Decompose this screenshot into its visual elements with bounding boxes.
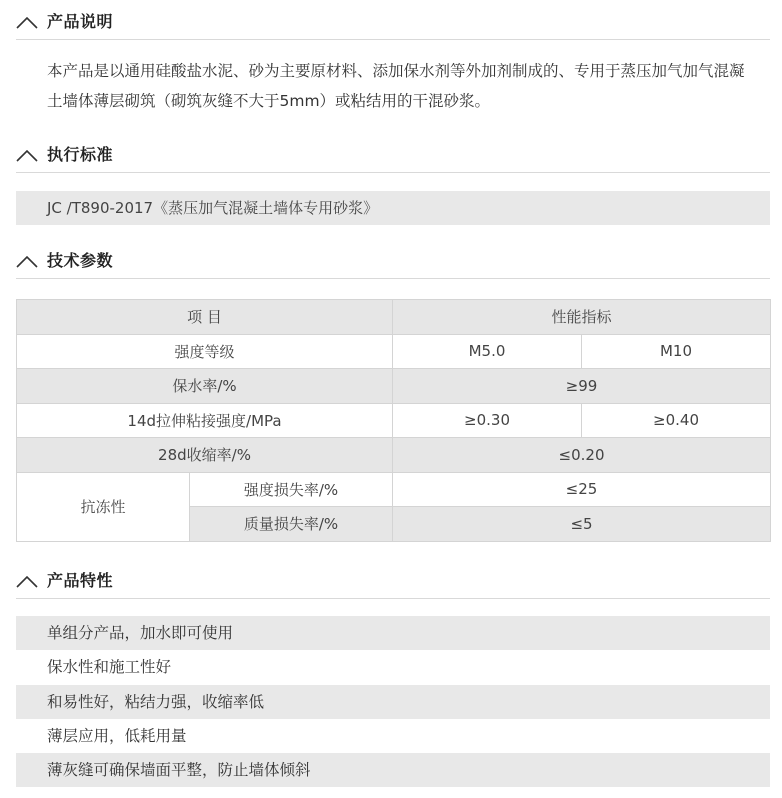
cell-mass-loss: ≤5 bbox=[393, 507, 771, 542]
section-title: 执行标准 bbox=[47, 145, 114, 164]
table-row bbox=[17, 403, 771, 438]
row-label-frost: 抗冻性 bbox=[17, 472, 190, 541]
table-row bbox=[17, 438, 771, 473]
product-description-text: 本产品是以通用硅酸盐水泥、砂为主要原材料、添加保水剂等外加剂制成的、专用于蒸压加气加气混凝土墙体薄层砌筑（砌筑灰缝不大于5mm）或粘结用的干混砂浆。 bbox=[47, 62, 745, 110]
cell-strength-m5: M5.0 bbox=[393, 334, 582, 369]
section-title: 产品特性 bbox=[47, 571, 114, 590]
row-label-shrinkage: 28d收缩率/% bbox=[17, 438, 393, 473]
cell-strength-m10: M10 bbox=[582, 334, 771, 369]
cell-strength-loss: ≤25 bbox=[393, 472, 771, 507]
cell-bond-m5: ≥0.30 bbox=[393, 403, 582, 438]
cell-shrinkage: ≤0.20 bbox=[393, 438, 771, 473]
section-title: 产品说明 bbox=[47, 12, 114, 31]
chevron-up-icon[interactable] bbox=[16, 150, 38, 162]
section-header-description[interactable] bbox=[16, 6, 770, 40]
features-list bbox=[16, 616, 770, 787]
chevron-up-icon[interactable] bbox=[16, 17, 38, 29]
row-label-mass-loss: 质量损失率/% bbox=[190, 507, 393, 542]
feature-text: 单组分产品，加水即可使用 bbox=[47, 624, 234, 642]
header-performance: 性能指标 bbox=[393, 300, 771, 335]
table-row bbox=[17, 369, 771, 404]
list-item bbox=[16, 650, 770, 684]
standard-text: JC /T890-2017《蒸压加气混凝土墙体专用砂浆》 bbox=[47, 199, 379, 217]
section-header-features[interactable] bbox=[16, 565, 770, 599]
feature-text: 薄层应用，低耗用量 bbox=[47, 726, 187, 745]
header-item: 项 目 bbox=[17, 300, 393, 335]
row-label-strength: 强度等级 bbox=[17, 334, 393, 369]
section-title: 技术参数 bbox=[47, 251, 114, 270]
list-item bbox=[16, 685, 770, 719]
feature-text: 和易性好，粘结力强，收缩率低 bbox=[47, 692, 265, 711]
list-item bbox=[16, 719, 770, 753]
feature-text: 保水性和施工性好 bbox=[47, 658, 172, 677]
row-label-bond: 14d拉伸粘接强度/MPa bbox=[17, 403, 393, 438]
list-item bbox=[16, 753, 770, 787]
cell-bond-m10: ≥0.40 bbox=[582, 403, 771, 438]
cell-water-retention: ≥99 bbox=[393, 369, 771, 404]
row-label-water-retention: 保水率/% bbox=[17, 369, 393, 404]
table-row bbox=[17, 472, 771, 507]
feature-text: 薄灰缝可确保墙面平整，防止墙体倾斜 bbox=[47, 761, 311, 780]
table-row bbox=[17, 334, 771, 369]
chevron-up-icon[interactable] bbox=[16, 256, 38, 268]
table-header-row bbox=[17, 300, 771, 335]
chevron-up-icon[interactable] bbox=[16, 576, 38, 588]
list-item bbox=[16, 616, 770, 650]
standard-box bbox=[16, 191, 770, 225]
section-header-standard[interactable] bbox=[16, 139, 770, 173]
row-label-strength-loss: 强度损失率/% bbox=[190, 472, 393, 507]
technical-params-table bbox=[16, 299, 771, 542]
section-header-params[interactable] bbox=[16, 245, 770, 279]
